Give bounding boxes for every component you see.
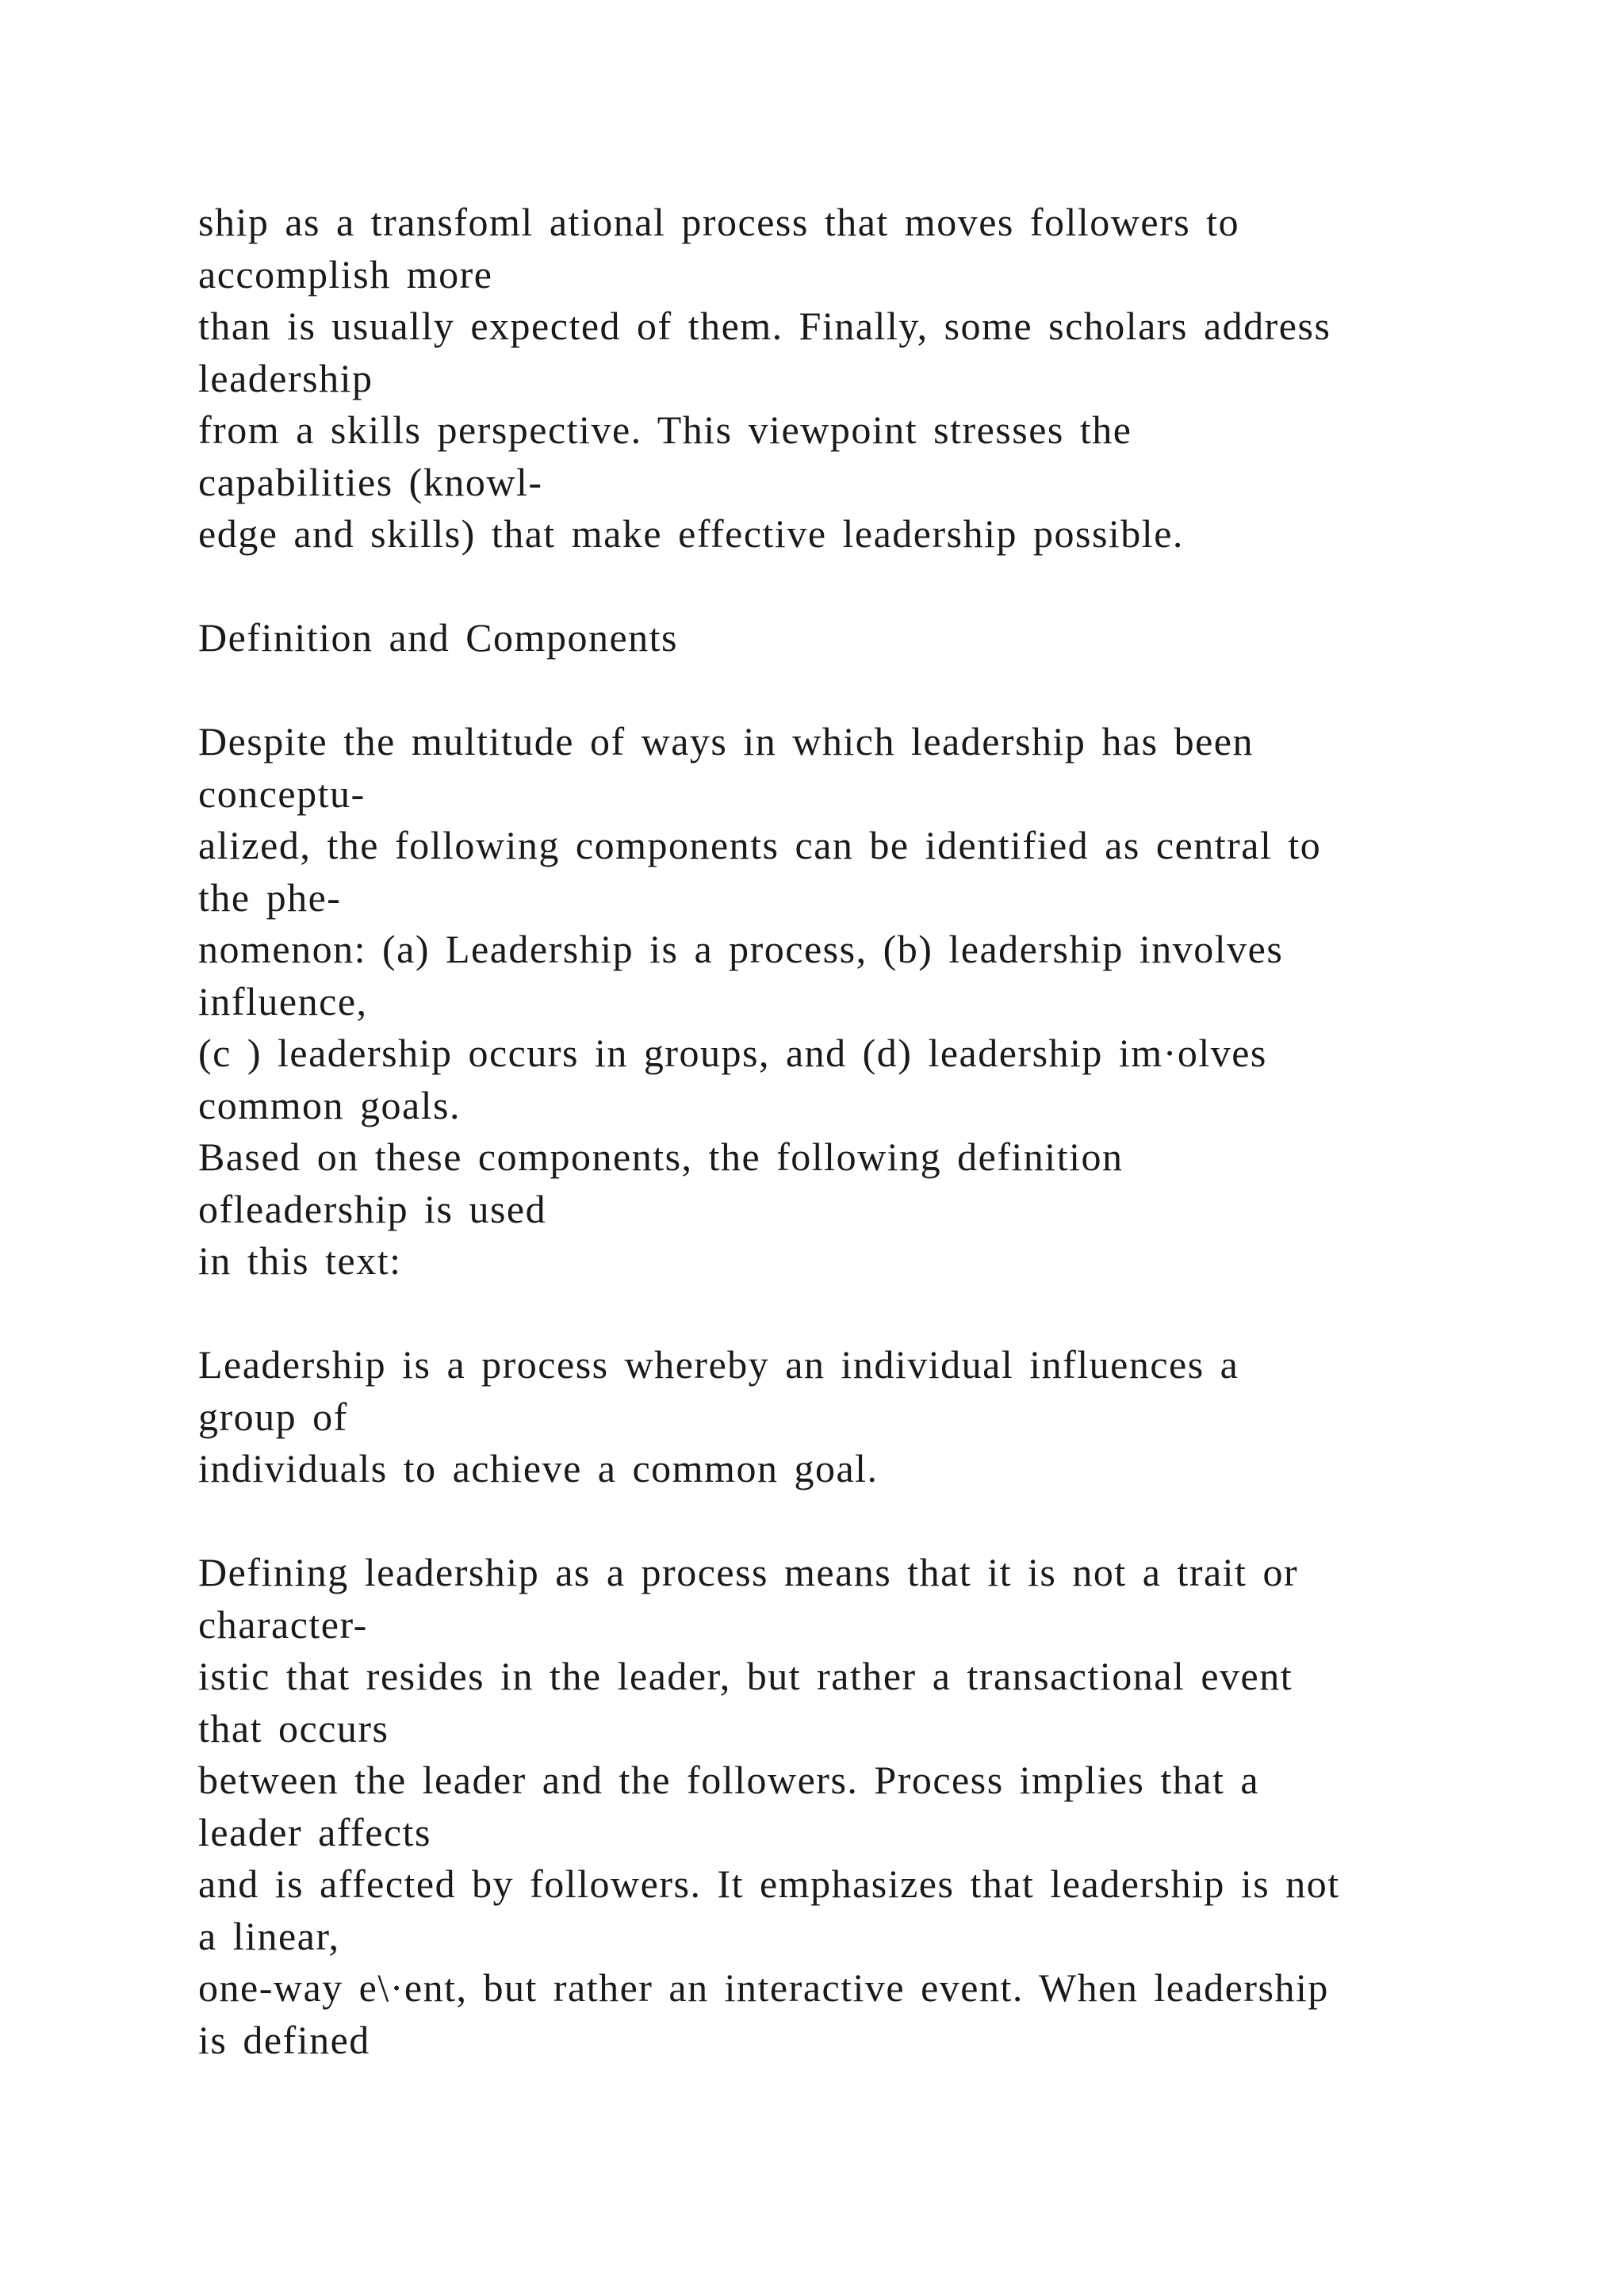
- text-line: is defined: [198, 2017, 370, 2062]
- text-line: in this text:: [198, 1238, 402, 1283]
- text-line: (c ) leadership occurs in groups, and (d) leadership im·olves: [198, 1031, 1267, 1075]
- text-line: edge and skills) that make effective leadership possible.: [198, 511, 1184, 556]
- text-line: one-way e\·ent, but rather an interactive event. When leadership: [198, 1965, 1329, 2010]
- text-line: accomplish more: [198, 251, 493, 297]
- text-line: common goals.: [198, 1082, 462, 1127]
- blank-line: [198, 1495, 1507, 1548]
- text-line: ofleadership is used: [198, 1186, 547, 1231]
- text-line: the phe-: [198, 874, 342, 920]
- body-text: [198, 197, 1507, 2066]
- text-line: leader affects: [198, 1809, 431, 1854]
- text-line: Despite the multitude of ways in which leadership has been: [198, 719, 1254, 763]
- blank-line: [198, 561, 1507, 613]
- text-line: character-: [198, 1601, 368, 1647]
- text-line: from a skills perspective. This viewpoint stresses the: [198, 408, 1132, 452]
- text-line: conceptu-: [198, 771, 366, 816]
- text-line: and is affected by followers. It emphasizes that leadership is not: [198, 1862, 1340, 1906]
- text-line: leadership: [198, 355, 373, 400]
- section-heading: Definition and Components: [198, 615, 678, 660]
- text-line: nomenon: (a) Leadership is a process, (b) leadership involves: [198, 927, 1284, 971]
- blank-line: [198, 664, 1507, 717]
- text-line: that occurs: [198, 1705, 389, 1751]
- text-line: capabilities (knowl-: [198, 459, 543, 504]
- definition-line: group of: [198, 1394, 348, 1439]
- text-line: Defining leadership as a process means that it is not a trait or: [198, 1550, 1299, 1594]
- text-line: ship as a transfoml ational process that moves followers to: [198, 200, 1240, 244]
- text-line: than is usually expected of them. Finally, some scholars address: [198, 304, 1331, 348]
- blank-line: [198, 1288, 1507, 1340]
- text-line: influence,: [198, 978, 368, 1024]
- text-line: Based on these components, the following definition: [198, 1135, 1124, 1179]
- text-line: alized, the following components can be identified as central to: [198, 823, 1322, 867]
- text-line: between the leader and the followers. Process implies that a: [198, 1758, 1260, 1802]
- definition-line: Leadership is a process whereby an individual influences a: [198, 1342, 1239, 1387]
- text-line: istic that resides in the leader, but rather a transactional event: [198, 1654, 1293, 1698]
- text-line: a linear,: [198, 1913, 340, 1958]
- definition-line: individuals to achieve a common goal.: [198, 1446, 879, 1490]
